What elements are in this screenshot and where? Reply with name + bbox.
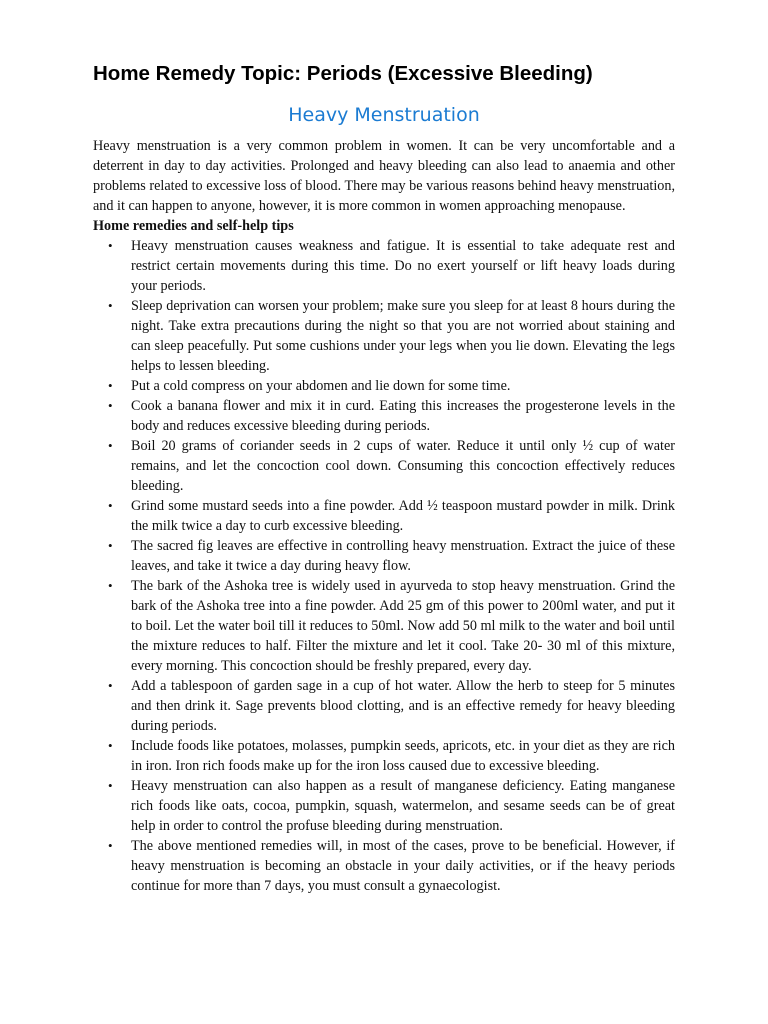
tip-item bbox=[93, 496, 675, 536]
tip-item bbox=[93, 296, 675, 376]
section-subtitle: Heavy Menstruation bbox=[288, 104, 480, 126]
tip-item bbox=[93, 776, 675, 836]
tip-text: Put a cold compress on your abdomen and lie down for some time. bbox=[131, 378, 511, 394]
tip-item bbox=[93, 676, 675, 736]
bullet-icon: • bbox=[108, 238, 113, 253]
bullet-icon: • bbox=[108, 838, 113, 853]
tip-item bbox=[93, 836, 675, 896]
tip-text: Heavy menstruation can also happen as a result of manganese deficiency. Eating manganese rich foods like oats, cocoa, pumpkin, squash, watermelon, and sesame seeds can be of great help in order to control the profuse bleeding during menstruation. bbox=[131, 778, 675, 834]
tip-text: The bark of the Ashoka tree is widely used in ayurveda to stop heavy menstruation. Grind the bark of the Ashoka tree into a fine powder. Add 25 gm of this power to 200ml water, and put it to boil. Let the water boil till it reduces to 50ml. Now add 50 ml milk to the water and boil until the mixture reduces to half. Filter the mixture and let it cool. Take 20- 30 ml of this mixture, every morning. This concoction should be freshly prepared, every day. bbox=[131, 578, 675, 674]
tip-item bbox=[93, 236, 675, 296]
intro-paragraph: Heavy menstruation is a very common problem in women. It can be very uncomfortable and a deterrent in day to day activities. Prolonged and heavy bleeding can also lead to anaemia and other problems related to excessive loss of blood. There may be various reasons behind heavy menstruation, and it can happen to anyone, however, it is more common in women approaching menopause. bbox=[93, 138, 675, 214]
tip-text: Heavy menstruation causes weakness and fatigue. It is essential to take adequate rest and restrict certain movements during this time. Do no exert yourself or lift heavy loads during your periods. bbox=[131, 238, 675, 294]
bullet-icon: • bbox=[108, 378, 113, 393]
tip-text: Grind some mustard seeds into a fine powder. Add ½ teaspoon mustard powder in milk. Drink the milk twice a day to curb excessive bleeding. bbox=[131, 498, 675, 534]
bullet-icon: • bbox=[108, 298, 113, 313]
tip-item bbox=[93, 376, 675, 396]
tip-item bbox=[93, 396, 675, 436]
bullet-icon: • bbox=[108, 738, 113, 753]
tip-text: The sacred fig leaves are effective in controlling heavy menstruation. Extract the juice of these leaves, and take it twice a day during heavy flow. bbox=[131, 538, 675, 574]
document-body bbox=[93, 136, 675, 896]
bullet-icon: • bbox=[108, 778, 113, 793]
tip-text: The above mentioned remedies will, in most of the cases, prove to be beneficial. However, if heavy menstruation is becoming an obstacle in your daily activities, or if the heavy periods continue for more than 7 days, you must consult a gynaecologist. bbox=[131, 838, 675, 894]
tip-item bbox=[93, 736, 675, 776]
tip-item bbox=[93, 536, 675, 576]
bullet-icon: • bbox=[108, 678, 113, 693]
page-title: Home Remedy Topic: Periods (Excessive Bleeding) bbox=[93, 62, 593, 85]
bullet-icon: • bbox=[108, 538, 113, 553]
bullet-icon: • bbox=[108, 578, 113, 593]
tip-text: Add a tablespoon of garden sage in a cup of hot water. Allow the herb to steep for 5 minutes and then drink it. Sage prevents blood clotting, and is an effective remedy for heavy bleeding during periods. bbox=[131, 678, 675, 734]
tip-item bbox=[93, 576, 675, 676]
tips-heading: Home remedies and self-help tips bbox=[93, 218, 294, 234]
bullet-icon: • bbox=[108, 398, 113, 413]
tip-text: Include foods like potatoes, molasses, pumpkin seeds, apricots, etc. in your diet as they are rich in iron. Iron rich foods make up for the iron loss caused due to excessive bleeding. bbox=[131, 738, 675, 774]
tip-text: Cook a banana flower and mix it in curd. Eating this increases the progesterone levels in the body and reduces excessive bleeding during periods. bbox=[131, 398, 675, 434]
tip-item bbox=[93, 436, 675, 496]
tip-text: Boil 20 grams of coriander seeds in 2 cups of water. Reduce it until only ½ cup of water remains, and let the concoction cool down. Consuming this concoction effectively reduces bleeding. bbox=[131, 438, 675, 494]
tips-list bbox=[93, 236, 675, 896]
tip-text: Sleep deprivation can worsen your problem; make sure you sleep for at least 8 hours during the night. Take extra precautions during the night so that you are not worried about staining and can sleep peacefully. Put some cushions under your legs when you lie down. Elevating the legs helps to lessen bleeding. bbox=[131, 298, 675, 374]
bullet-icon: • bbox=[108, 498, 113, 513]
bullet-icon: • bbox=[108, 438, 113, 453]
